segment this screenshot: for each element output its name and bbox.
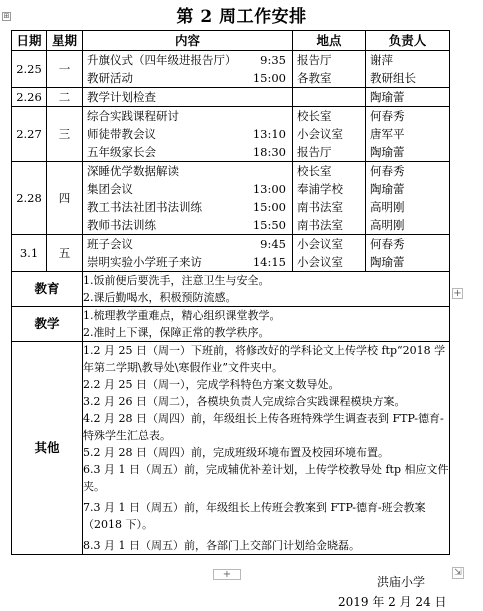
item-time: 15:00: [252, 71, 286, 85]
note-line: 2.准时上下课，保障正常的教学秩序。: [83, 326, 270, 339]
section-row-teaching: [12, 307, 450, 342]
schedule-item: [83, 88, 292, 106]
item-text: 五年级家长会: [87, 145, 156, 159]
section-notes: [83, 307, 450, 342]
place-cell: [293, 235, 366, 272]
content-cell: [83, 162, 293, 235]
item-text: 教学计划检查: [87, 90, 156, 104]
note-line: 7.3 月 1 日（周五）前，年级组长上传班会教案到 FTP-德育-班会教案（2018 下）。: [83, 501, 426, 531]
section-row-other: [12, 342, 450, 555]
schedule-item: [83, 51, 292, 69]
note-line: 1.梳理教学重难点，精心组织课堂教学。: [83, 309, 281, 322]
item-text: 班子会议: [87, 237, 133, 251]
add-column-icon[interactable]: +: [453, 288, 462, 299]
item-person: 唐军平: [370, 127, 405, 141]
day-row-thursday: [12, 162, 450, 235]
item-person: 谢萍: [370, 53, 393, 67]
weekday-cell: 五: [47, 235, 83, 272]
table-move-handle-icon[interactable]: ⊞: [3, 12, 10, 20]
item-place: [293, 88, 365, 106]
weekday-cell: 一: [47, 51, 83, 88]
place-cell: [293, 162, 366, 235]
item-text: 崇明实验小学班子来访: [87, 255, 202, 269]
section-row-education: [12, 272, 450, 307]
item-text: 教师书法训练: [87, 218, 156, 232]
date-cell: 2.26: [12, 88, 47, 107]
schedule-item: [83, 235, 292, 253]
person-cell: [366, 88, 450, 107]
item-person: 陶瑜蕾: [370, 90, 405, 104]
note-line: 2.2 月 25 日（周一），完成学科特色方案文数导处。: [83, 378, 340, 391]
item-place: 报告厅: [297, 53, 332, 67]
place-cell: [293, 51, 366, 88]
item-text: 教工书法社团书法训练: [87, 200, 202, 214]
schedule-item: [83, 180, 292, 198]
item-person: 何春秀: [370, 109, 405, 123]
item-time: 15:00: [252, 200, 286, 214]
item-person: 何春秀: [370, 237, 405, 251]
note-line: 1.饭前便后要洗手，注意卫生与安全。: [83, 274, 270, 287]
header-row: [12, 31, 450, 51]
item-text: 深睡优学数据解读: [87, 164, 179, 178]
schedule-table: [11, 30, 450, 555]
header-content: 内容: [83, 31, 293, 51]
note-line: 5.2 月 28 日（周四）前，完成班级环境布置及校园环境布置。: [83, 446, 389, 459]
date-cell: 2.25: [12, 51, 47, 88]
item-person: 教研组长: [370, 71, 416, 85]
schedule-item: [83, 198, 292, 216]
item-time: 15:50: [252, 218, 286, 232]
item-person: 陶瑜蕾: [370, 145, 405, 159]
footer-school: 洪庙小学: [377, 575, 426, 589]
item-time: 18:30: [252, 145, 286, 159]
item-time: 9:45: [260, 237, 286, 251]
date-cell: 3.1: [12, 235, 47, 272]
schedule-item: [83, 107, 292, 125]
person-cell: [366, 51, 450, 88]
item-place: 奉浦学校: [297, 182, 343, 196]
note-line: 1.2 月 25 日（周一）下班前，将修改好的学科论文上传学校 ftp“2018 学年第二学期\教导处\寒假作业”文件夹中。: [83, 344, 446, 374]
item-person: 高明刚: [370, 218, 405, 232]
note-line: 2.课后勤喝水，积极预防流感。: [83, 291, 237, 304]
item-place: 校长室: [297, 164, 332, 178]
schedule-item: [83, 162, 292, 180]
schedule-item: [83, 143, 292, 161]
section-label: 教育: [12, 272, 83, 307]
item-place: 小会议室: [297, 127, 343, 141]
table-resize-icon[interactable]: ⇲: [452, 567, 464, 579]
item-text: 集团会议: [87, 182, 133, 196]
add-row-icon[interactable]: +: [213, 569, 241, 580]
item-text: 综合实践课程研讨: [87, 109, 179, 123]
item-place: 南书法室: [297, 200, 343, 214]
section-notes: [83, 342, 450, 555]
content-cell: [83, 88, 293, 107]
header-date: 日期: [12, 31, 47, 51]
section-notes: [83, 272, 450, 307]
item-place: 各教室: [297, 71, 332, 85]
footer-date: 2019 年 2 月 24 日: [338, 595, 447, 609]
day-row-wednesday: [12, 107, 450, 162]
item-text: 教研活动: [87, 71, 133, 85]
place-cell: [293, 88, 366, 107]
content-cell: [83, 107, 293, 162]
item-person: 高明刚: [370, 200, 405, 214]
date-cell: 2.28: [12, 162, 47, 235]
item-person: 陶瑜蕾: [370, 255, 405, 269]
note-line: 8.3 月 1 日（周五）前，各部门上交部门计划给金晓磊。: [83, 539, 360, 552]
person-cell: [366, 107, 450, 162]
section-label: 教学: [12, 307, 83, 342]
item-time: 13:00: [252, 182, 286, 196]
item-place: 报告厅: [297, 145, 332, 159]
item-place: 小会议室: [297, 255, 343, 269]
day-row-friday: [12, 235, 450, 272]
content-cell: [83, 51, 293, 88]
weekday-cell: 三: [47, 107, 83, 162]
item-time: 9:35: [260, 53, 286, 67]
item-place: 小会议室: [297, 237, 343, 251]
note-line: 6.3 月 1 日（周五）前，完成辅优补差计划，上传学校教导处 ftp 相应文件夹。: [83, 463, 449, 493]
item-time: 14:15: [252, 255, 286, 269]
section-label: 其他: [12, 342, 83, 555]
content-cell: [83, 235, 293, 272]
item-text: 升旗仪式（四年级进报告厅）: [87, 53, 237, 67]
page-title: 第 2 周工作安排: [176, 7, 307, 27]
schedule-item: [83, 69, 292, 87]
item-person: 陶瑜蕾: [370, 182, 405, 196]
person-cell: [366, 162, 450, 235]
item-place: 南书法室: [297, 218, 343, 232]
weekday-cell: 二: [47, 88, 83, 107]
weekday-cell: 四: [47, 162, 83, 235]
item-text: 师徒带教会议: [87, 127, 156, 141]
header-place: 地点: [293, 31, 366, 51]
schedule-item: [83, 216, 292, 234]
schedule-item: [83, 253, 292, 271]
item-time: 13:10: [252, 127, 286, 141]
header-person: 负责人: [366, 31, 450, 51]
date-cell: 2.27: [12, 107, 47, 162]
note-line: 3.2 月 26 日（周二），各模块负责人完成综合实践课程模块方案。: [83, 395, 406, 408]
item-place: 校长室: [297, 109, 332, 123]
day-row-tuesday: [12, 88, 450, 107]
item-person: 何春秀: [370, 164, 405, 178]
schedule-item: [83, 125, 292, 143]
place-cell: [293, 107, 366, 162]
person-cell: [366, 235, 450, 272]
day-row-monday: [12, 51, 450, 88]
note-line: 4.2 月 28 日（周四）前，年级组长上传各班特殊学生调查表到 FTP-德育-特殊学生汇总表。: [83, 412, 444, 442]
header-weekday: 星期: [47, 31, 83, 51]
